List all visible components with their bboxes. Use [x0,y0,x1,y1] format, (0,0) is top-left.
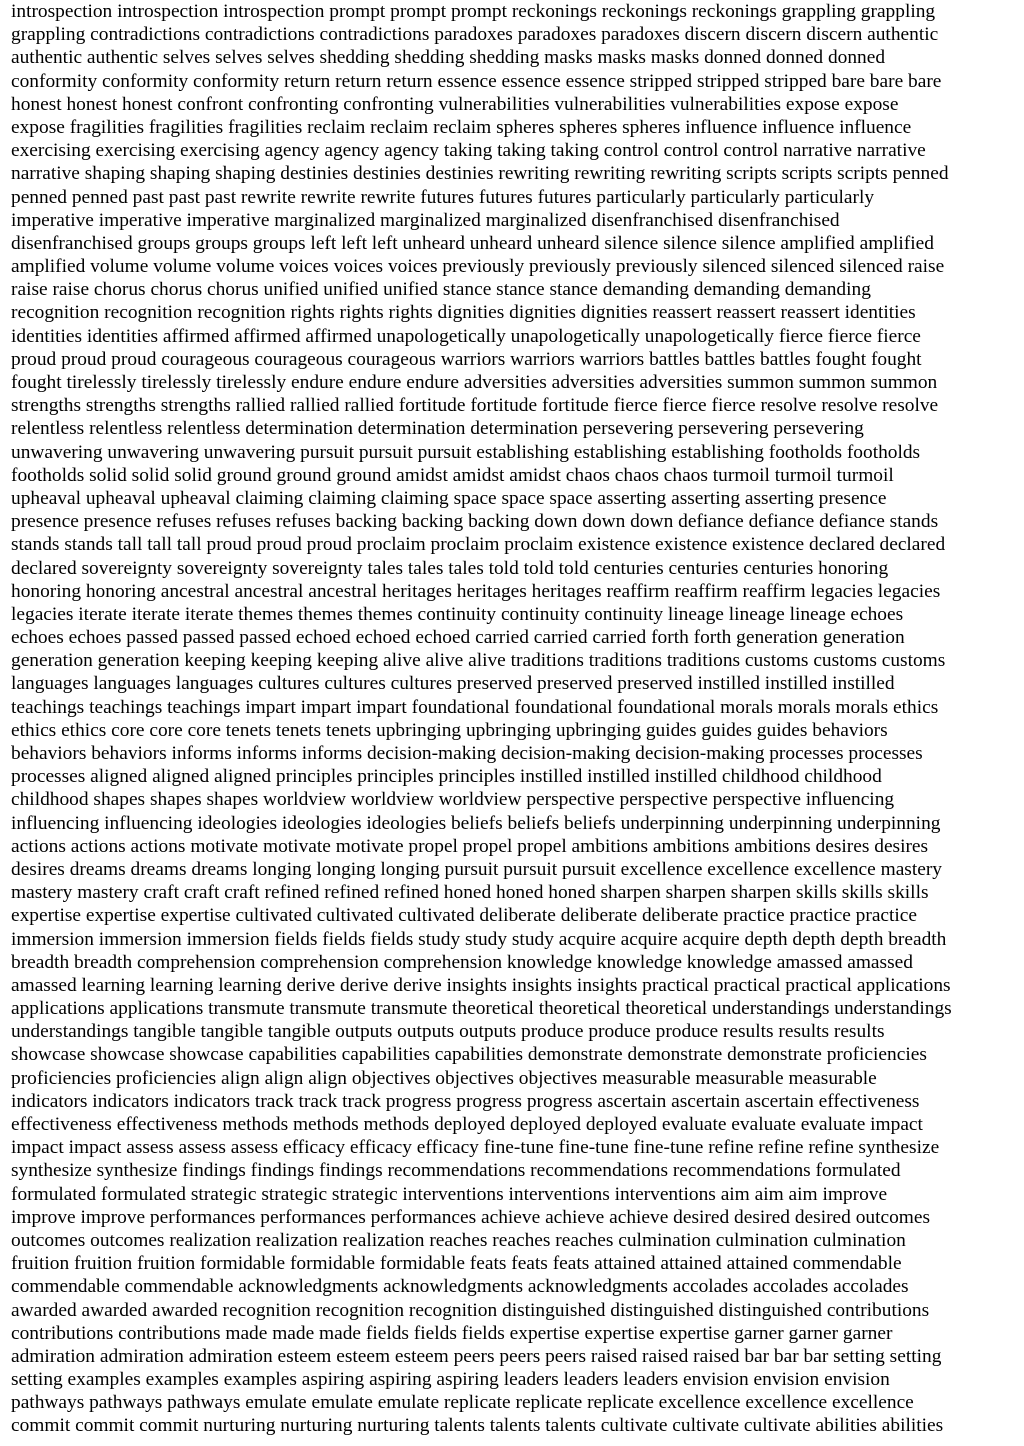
text-line: breadth breadth comprehension comprehension comprehension knowledge knowledge knowledge amassed amassed [11,951,913,973]
text-line: awarded awarded awarded recognition recognition recognition distinguished distinguished distinguished contributions [11,1299,930,1321]
text-line: fought tirelessly tirelessly tirelessly endure endure endure adversities adversities adversities summon summon summon [11,372,938,393]
text-line: strengths strengths strengths rallied rallied rallied fortitude fortitude fortitude fierce fierce fierce resolve resolve resolve [11,395,939,417]
text-line: authentic authentic selves selves selves shedding shedding shedding masks masks masks donned donned donned [11,47,886,69]
text-line: disenfranchised groups groups groups left left left unheard unheard unheard silence silence silence amplified amplified [11,232,934,254]
text-line: impact impact assess assess assess efficacy efficacy efficacy fine-tune fine-tune fine-tune refine refine refine synthesize [11,1137,940,1159]
text-line: outcomes outcomes realization realization realization reaches reaches reaches culmination culmination culmination [11,1229,906,1251]
text-line: identities identities affirmed affirmed affirmed unapologetically unapologetically unapologetically fierce fierce fierce [11,325,921,347]
text-line: narrative shaping shaping shaping destinies destinies destinies rewriting rewriting rewriting scripts scripts scripts penned [11,163,949,185]
text-line: introspection introspection introspection prompt prompt prompt reckonings reckonings reckonings grappling grappling [11,1,936,22]
text-line: understandings tangible tangible tangible outputs outputs outputs produce produce produce results results results [11,1021,885,1043]
text-line: mastery mastery craft craft craft refined refined refined honed honed honed sharpen sharpen sharpen skills skills skills [11,882,929,904]
text-line: expertise expertise expertise cultivated cultivated cultivated deliberate deliberate deliberate practice practice practice [11,905,918,927]
text-line: echoes echoes passed passed passed echoed echoed echoed carried carried carried forth forth generation generation [11,627,905,649]
text-line: indicators indicators indicators track track track progress progress progress ascertain ascertain ascertain effectiveness [11,1090,920,1112]
text-line: recognition recognition recognition rights rights rights dignities dignities dignities reassert reassert reassert identities [11,302,916,324]
text-line: proud proud proud courageous courageous courageous warriors warriors warriors battles battles battles fought fought [11,348,922,370]
text-line: conformity conformity conformity return return return essence essence essence stripped stripped stripped bare bare bare [11,70,942,92]
text-line: proficiencies proficiencies align align align objectives objectives objectives measurable measurable measurable [11,1067,877,1089]
text-line: footholds solid solid solid ground ground ground amidst amidst amidst chaos chaos chaos turmoil turmoil turmoil [11,464,894,486]
text-line: contributions contributions made made made fields fields fields expertise expertise expertise garner garner garner [11,1322,893,1344]
text-line: commit commit commit nurturing nurturing nurturing talents talents talents cultivate cultivate cultivate abilities abilities [11,1415,944,1437]
text-line: upheaval upheaval upheaval claiming claiming claiming space space space asserting asserting asserting presence [11,487,887,509]
text-line: generation generation keeping keeping keeping alive alive alive traditions traditions traditions customs customs customs [11,650,946,672]
text-line: immersion immersion immersion fields fields fields study study study acquire acquire acquire depth depth depth breadth [11,928,947,950]
text-line: formulated formulated strategic strategic strategic interventions interventions interventions aim aim aim improve [11,1183,888,1205]
text-line: commendable commendable acknowledgments acknowledgments acknowledgments accolades accolades accolades [11,1276,909,1298]
text-line: amplified volume volume volume voices voices voices previously previously previously silenced silenced silenced raise [11,256,945,278]
text-line: childhood shapes shapes shapes worldview worldview worldview perspective perspective perspective influencing [11,789,895,811]
text-line: exercising exercising exercising agency agency agency taking taking taking control control control narrative narrative [11,140,926,162]
text-line: raise raise chorus chorus chorus unified unified unified stance stance stance demanding demanding demanding [11,279,871,301]
text-line: amassed learning learning learning derive derive derive insights insights insights practical practical practical applications [11,974,951,996]
text-line: setting examples examples examples aspiring aspiring aspiring leaders leaders leaders envision envision envision [11,1369,890,1391]
text-line: behaviors behaviors informs informs informs decision-making decision-making decision-making processes processes [11,743,923,764]
text-line: unwavering unwavering unwavering pursuit pursuit pursuit establishing establishing establishing footholds footholds [11,441,921,463]
text-line: effectiveness effectiveness methods methods methods deployed deployed deployed evaluate evaluate evaluate impact [11,1114,923,1135]
text-line: declared sovereignty sovereignty sovereignty tales tales tales told told told centuries centuries centuries honoring [11,557,889,579]
text-line: languages languages languages cultures cultures cultures preserved preserved preserved instilled instilled instilled [11,673,895,695]
text-line: influencing influencing ideologies ideologies ideologies beliefs beliefs beliefs underpinning underpinning underpinning [11,812,941,834]
text-line: legacies iterate iterate iterate themes themes themes continuity continuity continuity lineage lineage lineage echoes [11,603,904,625]
text-line: synthesize synthesize findings findings findings recommendations recommendations recommendations formulated [11,1160,901,1182]
text-line: imperative imperative imperative marginalized marginalized marginalized disenfranchised disenfranchised [11,209,840,231]
text-line: honest honest honest confront confronting confronting vulnerabilities vulnerabilities vulnerabilities expose expose [11,93,899,115]
text-line: penned penned past past past rewrite rewrite rewrite futures futures futures particularly particularly particularly [11,186,875,208]
text-line: admiration admiration admiration esteem esteem esteem peers peers peers raised raised raised bar bar bar setting setting [11,1345,942,1367]
text-line: improve improve performances performances performances achieve achieve achieve desired desired desired outcomes [11,1206,931,1228]
text-line: teachings teachings teachings impart impart impart foundational foundational foundational morals morals morals ethics [11,696,939,718]
text-line: stands stands tall tall tall proud proud proud proclaim proclaim proclaim existence existence existence declared declared [11,534,946,556]
text-line: pathways pathways pathways emulate emulate emulate replicate replicate replicate excellence excellence excellence [11,1392,914,1414]
text-line: expose fragilities fragilities fragilities reclaim reclaim reclaim spheres spheres spheres influence influence influence [11,116,912,138]
text-line: actions actions actions motivate motivate motivate propel propel propel ambitions ambitions ambitions desires desires [11,835,929,857]
text-line: showcase showcase showcase capabilities capabilities capabilities demonstrate demonstrate demonstrate proficiencies [11,1044,927,1066]
text-line: honoring honoring ancestral ancestral ancestral heritages heritages heritages reaffirm reaffirm reaffirm legacies legacies [11,580,941,602]
text-line: relentless relentless relentless determination determination determination persevering persevering persevering [11,418,864,440]
text-line: desires dreams dreams dreams longing longing longing pursuit pursuit pursuit excellence excellence excellence mastery [11,858,942,880]
text-line: presence presence refuses refuses refuses backing backing backing down down down defiance defiance defiance stands [11,511,939,533]
text-line: grappling contradictions contradictions contradictions paradoxes paradoxes paradoxes discern discern discern authentic [11,24,939,46]
text-line: fruition fruition fruition formidable formidable formidable feats feats feats attained attained attained commendable [11,1253,902,1275]
text-line: ethics ethics core core core tenets tenets tenets upbringing upbringing upbringing guides guides guides behaviors [11,719,888,741]
text-line: applications applications transmute transmute transmute theoretical theoretical theoretical understandings understandings [11,998,952,1020]
text-line: processes aligned aligned aligned principles principles principles instilled instilled instilled childhood childhood [11,766,882,788]
